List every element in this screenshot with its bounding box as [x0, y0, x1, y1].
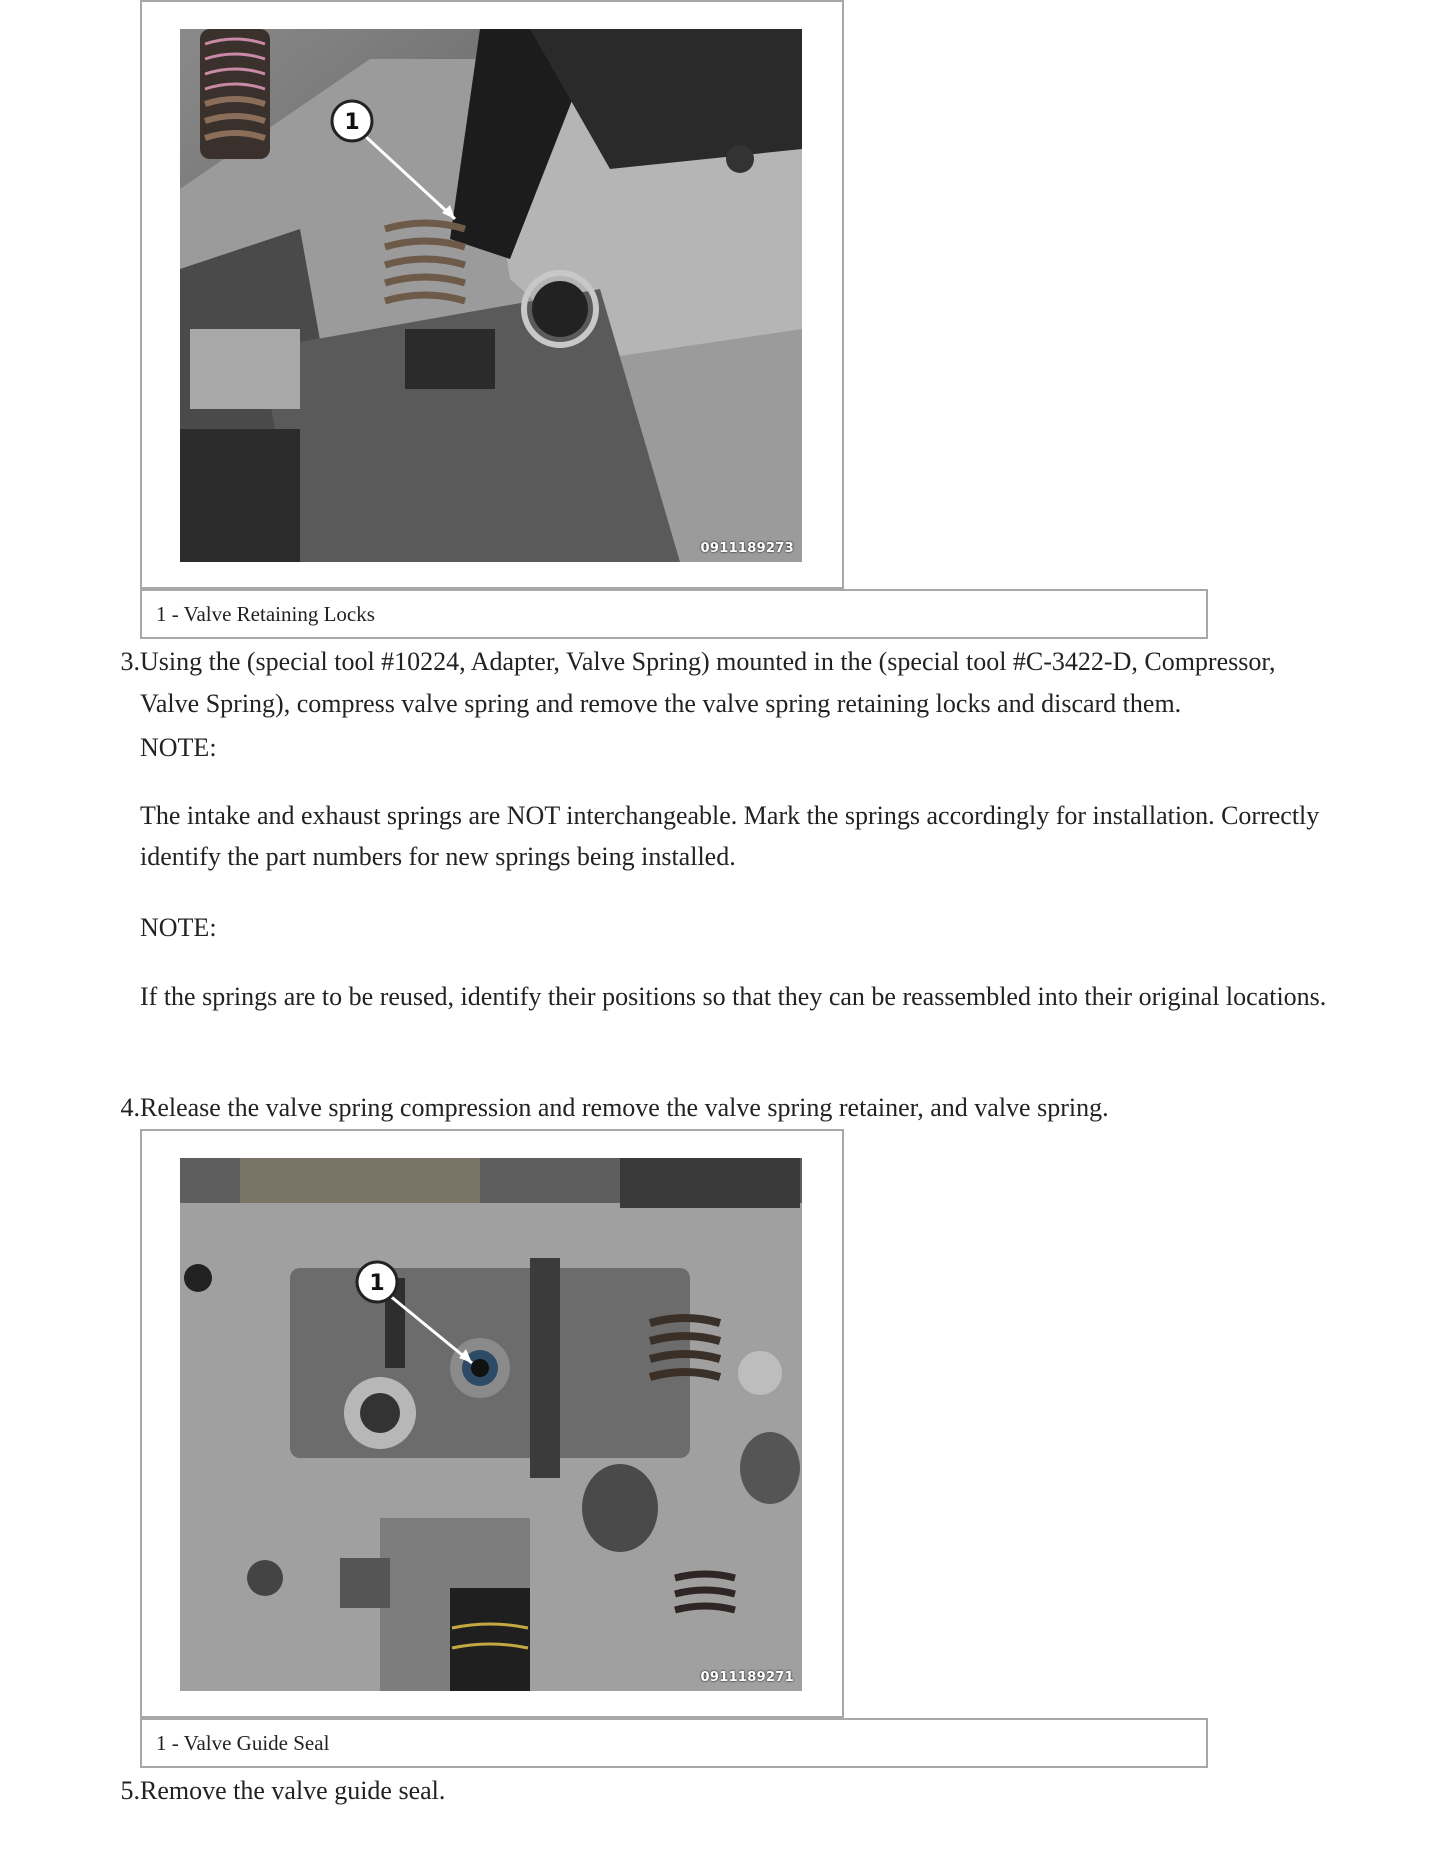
step-4-number: 4. — [120, 1093, 140, 1122]
note-2-label: NOTE: — [140, 913, 217, 942]
step-5-text: Remove the valve guide seal. — [140, 1776, 446, 1805]
note-1-text: The intake and exhaust springs are NOT interchangeable. Mark the springs accordingly for installation. Correctly identify the part numbers for new springs being installed. — [140, 801, 1320, 871]
figure-1 — [140, 0, 844, 589]
figure-1-callout: 1 — [344, 110, 360, 135]
step-3-text: Using the (special tool #10224, Adapter, Valve Spring) mounted in the (special tool #C-3422-D, Compressor, Valve Spring), compress valve spring and remove the valve spring retaining locks and discard them. — [140, 647, 1276, 718]
figure-2-caption: 1 - Valve Guide Seal — [140, 1718, 1208, 1768]
figure-2-image — [180, 1158, 802, 1691]
note-1-label: NOTE: — [140, 733, 217, 762]
figure-2 — [140, 1129, 844, 1718]
figure-2-photo — [180, 1158, 802, 1691]
figure-1-code: 0911189273 — [700, 541, 794, 556]
figure-2-callout: 1 — [369, 1271, 385, 1296]
figure-1-photo — [180, 29, 802, 562]
note-2-text: If the springs are to be reused, identify their positions so that they can be reassembled into their original locations. — [140, 982, 1327, 1011]
step-5-number: 5. — [120, 1776, 140, 1805]
step-3-number: 3. — [120, 647, 140, 676]
figure-1-caption: 1 - Valve Retaining Locks — [140, 589, 1208, 639]
figure-2-code: 0911189271 — [700, 1670, 794, 1685]
figure-1-image — [180, 29, 802, 562]
step-4-text: Release the valve spring compression and remove the valve spring retainer, and valve spring. — [140, 1093, 1109, 1122]
